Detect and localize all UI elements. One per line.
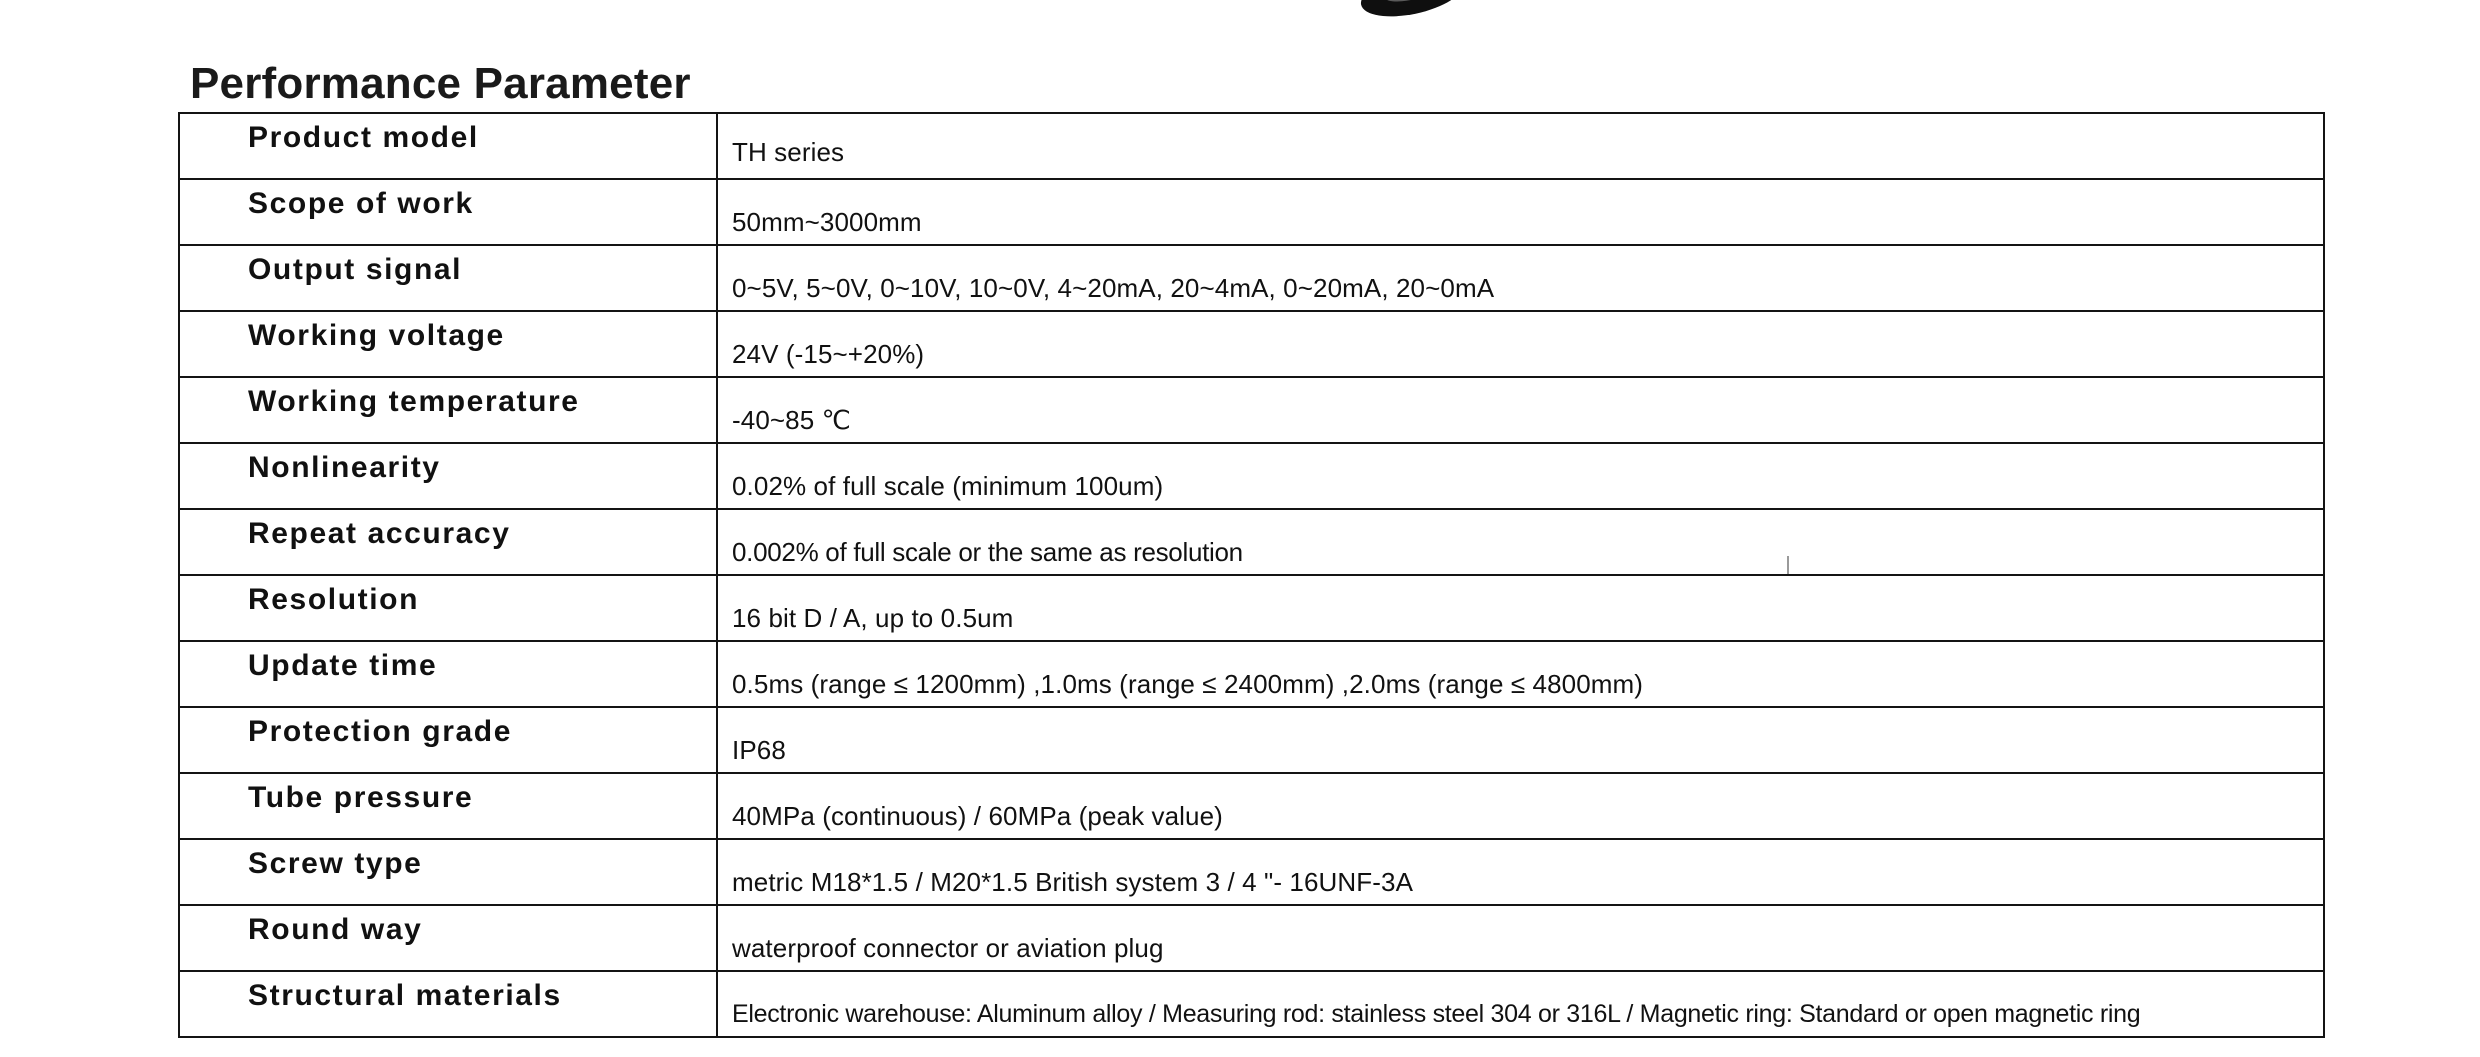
parameter-value: TH series [732,136,845,167]
table-row [179,113,2324,179]
parameter-label: Nonlinearity [248,451,441,484]
parameter-label: Product model [248,121,479,154]
table-row [179,773,2324,839]
table-cell-label [179,311,717,377]
parameter-value: waterproof connector or aviation plug [732,932,1164,963]
table-cell-value [717,641,2324,707]
parameter-label: Round way [248,913,423,946]
parameter-value: 0~5V, 5~0V, 0~10V, 10~0V, 4~20mA, 20~4mA, 0~20mA, 20~0mA [732,272,1495,303]
table-row [179,839,2324,905]
table-row [179,575,2324,641]
table-cell-label [179,773,717,839]
parameter-label: Working voltage [248,319,505,352]
parameter-label: Scope of work [248,187,474,220]
table-row [179,377,2324,443]
parameter-label: Resolution [248,583,419,616]
table-cell-label [179,641,717,707]
parameter-value: Electronic warehouse: Aluminum alloy / Measuring rod: stainless steel 304 or 316L / Magnetic ring: Standard or open magnetic ring [732,999,2141,1028]
cable-ring [1357,0,1467,24]
table-cell-label [179,707,717,773]
parameter-label: Screw type [248,847,423,880]
performance-parameter-table [178,112,2325,1038]
parameter-value: 50mm~3000mm [732,206,922,237]
parameter-value: 0.02% of full scale (minimum 100um) [732,470,1164,501]
table-row [179,971,2324,1037]
page-title: Performance Parameter [190,59,691,109]
table-cell-value [717,245,2324,311]
table-cell-label [179,377,717,443]
parameter-label: Structural materials [248,979,562,1012]
parameter-label: Repeat accuracy [248,517,511,550]
table-row [179,707,2324,773]
table-cell-value [717,179,2324,245]
table-row [179,905,2324,971]
table-cell-label [179,905,717,971]
table-cell-value [717,773,2324,839]
table-row [179,443,2324,509]
table-cell-value [717,443,2324,509]
table-cell-label [179,575,717,641]
cable-connector-icon [1360,0,1490,24]
table-cell-label [179,443,717,509]
parameter-value: IP68 [732,734,786,765]
table-row [179,641,2324,707]
table-cell-label [179,113,717,179]
table-cell-value [717,509,2324,575]
parameter-label: Working temperature [248,385,580,418]
parameter-label: Tube pressure [248,781,474,814]
parameter-value: 0.5ms (range ≤ 1200mm) ,1.0ms (range ≤ 2400mm) ,2.0ms (range ≤ 4800mm) [732,668,1644,699]
parameter-value: 24V (-15~+20%) [732,338,925,369]
table-row [179,311,2324,377]
parameter-value: 40MPa (continuous) / 60MPa (peak value) [732,800,1223,831]
table-cell-value [717,707,2324,773]
table-cell-value [717,905,2324,971]
parameter-label: Output signal [248,253,463,286]
table-cell-value [717,377,2324,443]
table-cell-value [717,575,2324,641]
table-row [179,245,2324,311]
parameter-value: -40~85 ℃ [732,404,851,435]
table-cell-value [717,839,2324,905]
table-cell-label [179,179,717,245]
table-cell-label [179,971,717,1037]
parameter-value: 16 bit D / A, up to 0.5um [732,602,1014,633]
table-cell-value [717,311,2324,377]
parameter-label: Protection grade [248,715,512,748]
parameter-value: 0.002% of full scale or the same as resolution [732,536,1243,567]
cable-ring-inner [1383,0,1437,5]
table-cell-label [179,839,717,905]
table-cell-label [179,245,717,311]
table-row [179,509,2324,575]
parameter-label: Update time [248,649,438,682]
table-cell-value [717,971,2324,1037]
parameter-value: metric M18*1.5 / M20*1.5 British system 3 / 4 "- 16UNF-3A [732,866,1414,897]
table-row [179,179,2324,245]
table-cell-value [717,113,2324,179]
table-cell-label [179,509,717,575]
